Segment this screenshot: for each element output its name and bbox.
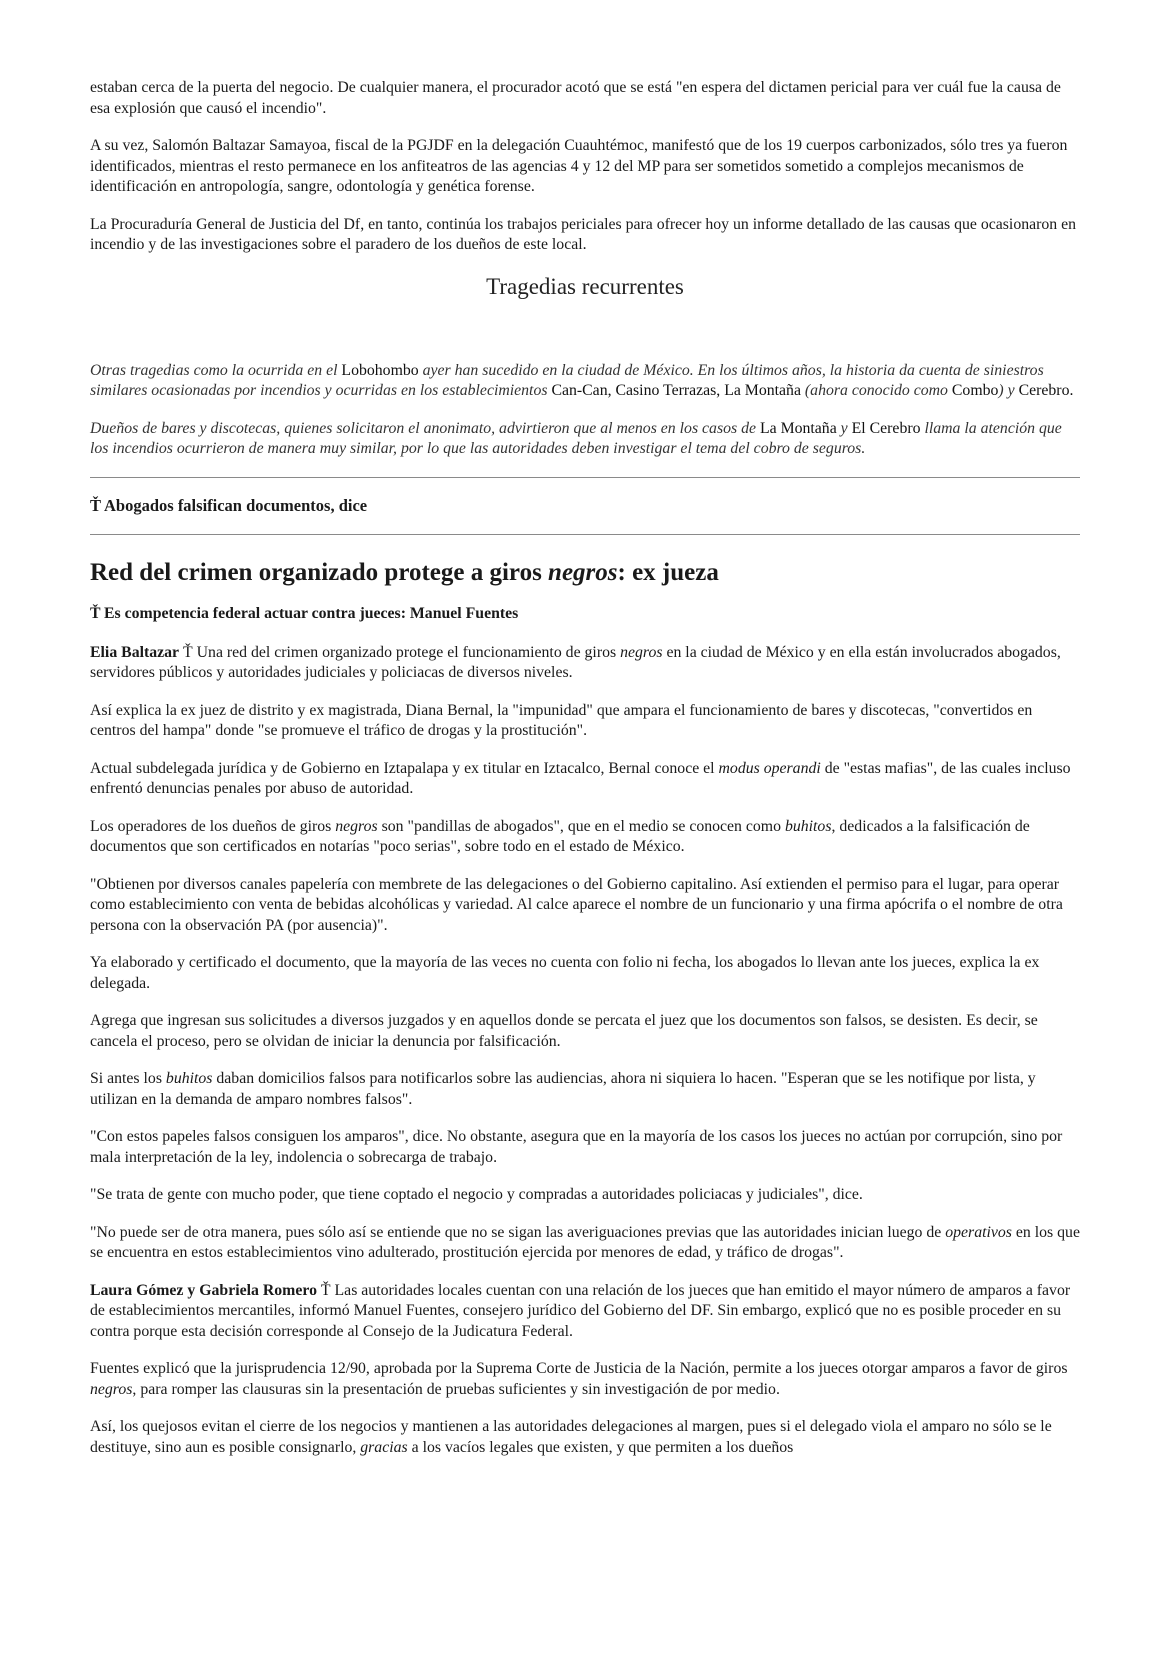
article-paragraph-3: Actual subdelegada jurídica y de Gobierno en Iztapalapa y ex titular en Iztacalco, Bernal conoce el modus operandi de "estas mafias", de las cuales incluso enfrentó denuncias penales por abuso de autoridad. [90,759,1071,797]
article-paragraph-13: Fuentes explicó que la jurisprudencia 12/90, aprobada por la Suprema Corte de Justicia de la Nación, permite a los jueces otorgar amparos a favor de giros negros, para romper las clausuras sin la presentación de pruebas suficientes y sin investigación de por medio. [90,1360,1068,1398]
section-paragraph-1: Otras tragedias como la ocurrida en el Lobohombo ayer han sucedido en la ciudad de México. En los últimos años, la historia da cuenta de siniestros similares ocasionadas por incendios y ocurridas en los establecimientos Can-Can, Casino Terrazas, La Montaña (ahora conocido como Combo) y Cerebro. [90,361,1074,399]
intro-paragraph-1: estaban cerca de la puerta del negocio. De cualquier manera, el procurador acotó que se está "en espera del dictamen pericial para ver cuál fue la causa de esa explosión que causó el incendio". [90,79,1061,117]
sidebar-section [90,361,1080,460]
article-paragraph-4: Los operadores de los dueños de giros negros son "pandillas de abogados", que en el medio se conocen como buhitos, dedicados a la falsificación de documentos que son certificados en notarías "poco serias", sobre todo en el estado de México. [90,817,1030,855]
article-paragraph-2: Así explica la ex juez de distrito y ex magistrada, Diana Bernal, la "impunidad" que ampara el funcionamiento de bares y discotecas, "convertidos en centros del hampa" donde "se promueve el tráfico de drogas y la prostitución". [90,701,1033,739]
article-paragraph-12: Laura Gómez y Gabriela Romero Ť Las autoridades locales cuentan con una relación de los jueces que han emitido el mayor número de amparos a favor de establecimientos mercantiles, informó Manuel Fuentes, consejero jurídico del Gobierno del DF. Sin embargo, explicó que no es posible proceder en su contra porque esta decisión corresponde al Consejo de la Judicatura Federal. [90,1281,1071,1340]
byline: Elia Baltazar [90,643,180,661]
article-paragraph-6: Ya elaborado y certificado el documento, que la mayoría de las veces no cuenta con folio ni fecha, los abogados lo llevan ante los jueces, explica la ex delegada. [90,954,1040,992]
article-paragraph-7: Agrega que ingresan sus solicitudes a diversos juzgados y en aquellos donde se percata el juez que los documentos son falsos, se desisten. Es decir, se cancela el proceso, pero se olvidan de iniciar la denuncia por falsificación. [90,1012,1038,1050]
article-subhead: Ť Es competencia federal actuar contra jueces: Manuel Fuentes [90,605,519,622]
teaser-line: Ť Abogados falsifican documentos, dice [90,495,368,515]
article-headline: Red del crimen organizado protege a giros negros: ex jueza [90,559,719,586]
document-page [90,78,1080,1475]
article-paragraph-1: Elia Baltazar Ť Una red del crimen organizado protege el funcionamiento de giros negros en la ciudad de México y en ella están involucrados abogados, servidores públicos y autoridades judiciales y policiacas de diversos niveles. [90,643,1061,681]
article-paragraph-14: Así, los quejosos evitan el cierre de los negocios y mantienen a las autoridades delegaciones al margen, pues si el delegado viola el amparo no sólo se le destituye, sino aun es posible consignarlo, gracias a los vacíos legales que existen, y que permiten a los dueños [90,1418,1052,1456]
article-paragraph-10: "Se trata de gente con mucho poder, que tiene coptado el negocio y compradas a autoridades policiacas y judiciales", dice. [90,1186,863,1203]
section-paragraph-2: Dueños de bares y discotecas, quienes solicitaron el anonimato, advirtieron que al menos en los casos de La Montaña y El Cerebro llama la atención que los incendios ocurrieron de manera muy similar, por lo que las autoridades deben investigar el tema del cobro de seguros. [90,419,1062,457]
byline: Laura Gómez y Gabriela Romero [90,1281,317,1299]
intro-paragraph-2: A su vez, Salomón Baltazar Samayoa, fiscal de la PGJDF en la delegación Cuauhtémoc, manifestó que de los 19 cuerpos carbonizados, sólo tres ya fueron identificados, mientras el resto permanece en los anfiteatros de las agencias 4 y 12 del MP para ser sometidos sometido a complejos mecanismos de identificación en antropología, sangre, odontología y genética forense. [90,137,1068,195]
article-paragraph-9: "Con estos papeles falsos consiguen los amparos", dice. No obstante, asegura que en la mayoría de los casos los jueces no actúan por corrupción, sino por mala interpretación de la ley, indolencia o sobrecarga de trabajo. [90,1128,1063,1166]
bullet-glyph: Ť [90,495,102,515]
article-paragraph-11: "No puede ser de otra manera, pues sólo así se entiende que no se sigan las averiguaciones previas que las autoridades inician luego de operativos en los que se encuentra en estos establecimientos vino adulterado, prostitución ejercida por menores de edad, y tráfico de drogas". [90,1223,1080,1261]
divider-bottom [90,534,1080,535]
article-paragraph-8: Si antes los buhitos daban domicilios falsos para notificarlos sobre las audiencias, ahora ni siquiera lo hacen. "Esperan que se les notifique por lista, y utilizan en la demanda de amparo nombres falsos". [90,1070,1036,1108]
divider-top [90,477,1080,478]
intro-paragraph-3: La Procuraduría General de Justicia del Df, en tanto, continúa los trabajos periciales para ofrecer hoy un informe detallado de las causas que ocasionaron en incendio y de las investigaciones sobre el paradero de los dueños de este local. [90,215,1077,253]
article-paragraph-5: "Obtienen por diversos canales papelería con membrete de las delegaciones o del Gobierno capitalino. Así extienden el permiso para el lugar, para operar como establecimiento con venta de bebidas alcohólicas y variedad. Al calce aparece el nombre de un funcionario y una firma apócrifa o el nombre de otra persona con la observación PA (por ausencia)". [90,875,1063,934]
section-title: Tragedias recurrentes [486,273,684,299]
